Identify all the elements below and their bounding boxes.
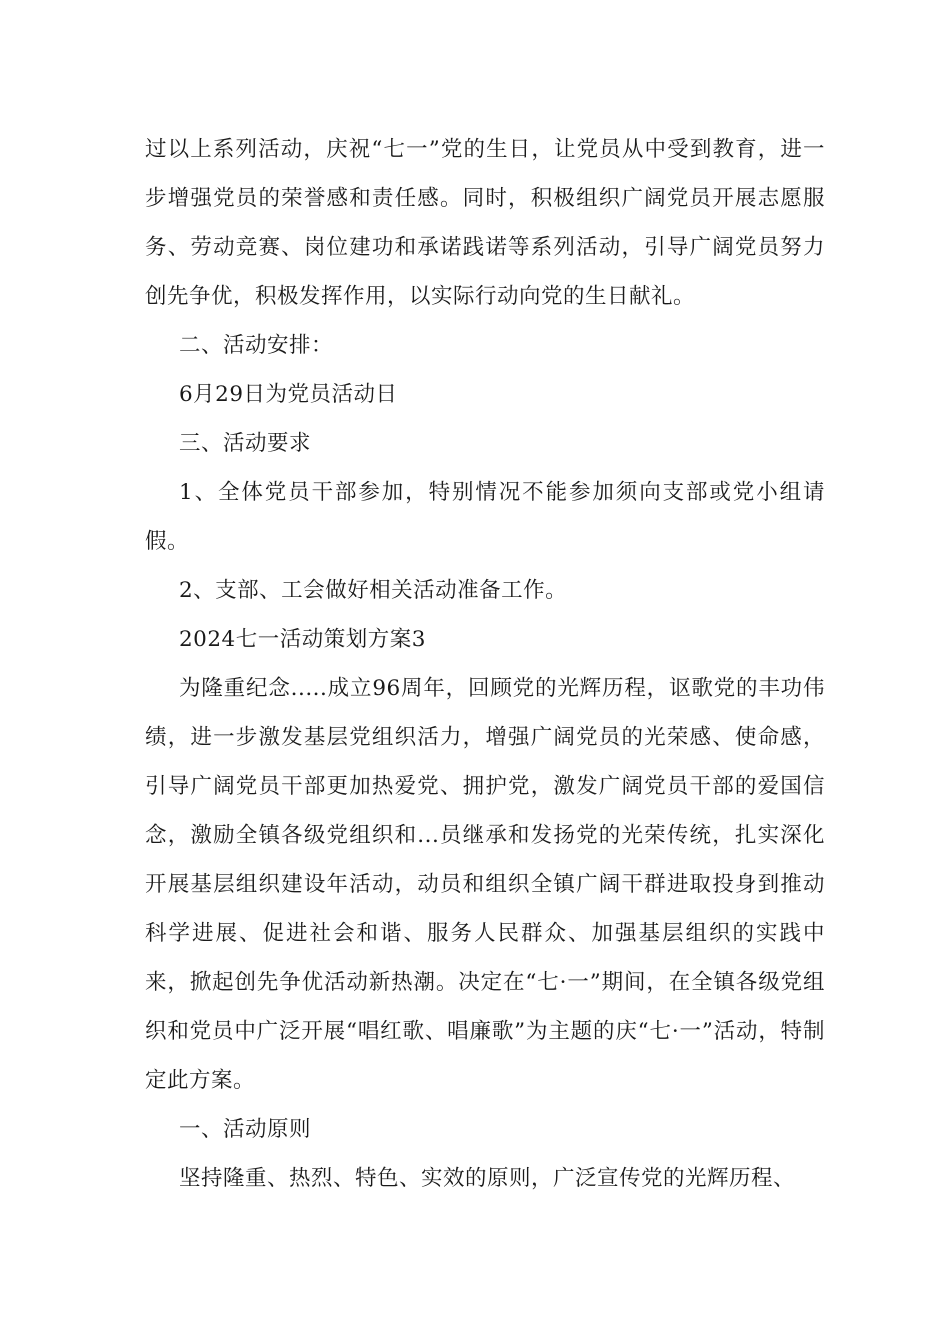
requirement-item-2: 2、支部、工会做好相关活动准备工作。 [179,578,568,603]
paragraph-plan-intro: 为隆重纪念.....成立96周年，回顾党的光辉历程，讴歌党的丰功伟绩，进一步激发基层党组织活力，增强广阔党员的光荣感、使命感，引导广阔党员干部更加热爱党、拥护党，激发广阔党员干部的爱国信念，激励全镇各级党组织和...员继承和发扬党的光荣传统，扎实深化开展基层组织建设年活动，动员和组织全镇广阔干群进取投身到推动科学进展、促进社会和谐、服务人民群众、加强基层组织的实践中来，掀起创先争优活动新热潮。决定在“七·一”期间，在全镇各级党组织和党员中广泛开展“唱红歌、唱廉歌”为主题的庆“七·一”活动，特制定此方案。 [145,676,825,1093]
document-body [145,125,825,1203]
paragraph-continuation: 过以上系列活动，庆祝“七一”党的生日，让党员从中受到教育，进一步增强党员的荣誉感和责任感。同时，积极组织广阔党员开展志愿服务、劳动竞赛、岗位建功和承诺践诺等系列活动，引导广阔党员努力创先争优，积极发挥作用，以实际行动向党的生日献礼。 [145,137,825,309]
section-heading-activity-schedule: 二、活动安排： [179,333,334,358]
requirement-item-1: 1、全体党员干部参加，特别情况不能参加须向支部或党小组请假。 [145,480,825,554]
paragraph-activity-date: 6月29日为党员活动日 [179,382,398,407]
plan-title-3: 2024七一活动策划方案3 [179,627,426,652]
paragraph-principles: 坚持隆重、热烈、特色、实效的原则，广泛宣传党的光辉历程、 [179,1166,796,1191]
section-heading-activity-principles: 一、活动原则 [179,1117,312,1142]
section-heading-activity-requirements: 三、活动要求 [179,431,312,456]
